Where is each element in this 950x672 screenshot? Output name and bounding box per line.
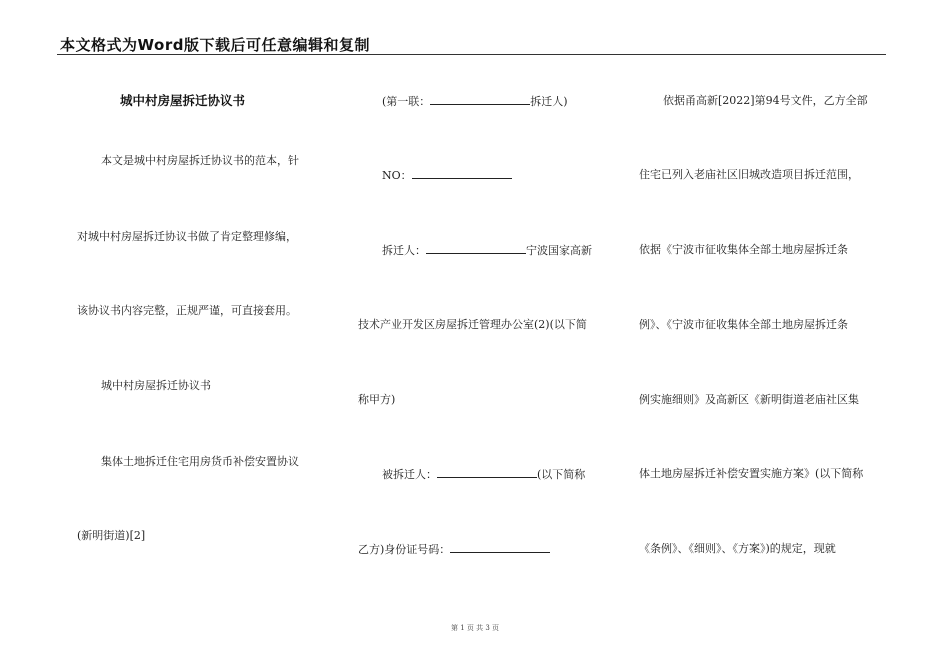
form-line-relocator bbox=[382, 243, 592, 258]
section-heading: 城中村房屋拆迁协议书 bbox=[101, 379, 211, 392]
label: 拆迁人： bbox=[382, 244, 426, 257]
paragraph-line: 技术产业开发区房屋拆迁管理办公室(2)(以下简 bbox=[358, 318, 587, 331]
paragraph-line: (新明街道)[2] bbox=[77, 529, 146, 542]
paragraph-line: 对城中村房屋拆迁协议书做了肯定整理修编， bbox=[77, 230, 297, 243]
paragraph-line: 依据《宁波市征收集体全部土地房屋拆迁条 bbox=[639, 243, 848, 256]
paragraph-line: 依据甬高新[2022]第94号文件，乙方全部 bbox=[663, 94, 868, 107]
paragraph-line: 例》、《宁波市征收集体全部土地房屋拆迁条 bbox=[639, 318, 848, 331]
label: (以下简称 bbox=[537, 468, 586, 481]
header-divider bbox=[57, 54, 886, 55]
blank-field bbox=[430, 94, 530, 105]
blank-field bbox=[437, 467, 537, 478]
blank-field bbox=[450, 542, 550, 553]
document-header-title: 本文格式为Word版下载后可任意编辑和复制 bbox=[60, 36, 370, 54]
label: (第一联： bbox=[382, 95, 431, 108]
paragraph-line: 体土地房屋拆迁补偿安置实施方案》(以下简称 bbox=[639, 467, 864, 480]
label: 宁波国家高新 bbox=[526, 244, 592, 257]
paragraph-line: 例实施细则》及高新区《新明街道老庙社区集 bbox=[639, 393, 859, 406]
label: 拆迁人) bbox=[530, 95, 568, 108]
doc-title: 城中村房屋拆迁协议书 bbox=[120, 93, 246, 108]
paragraph-line: 本文是城中村房屋拆迁协议书的范本，针 bbox=[101, 154, 299, 167]
label: 被拆迁人： bbox=[382, 468, 437, 481]
paragraph-line: 称甲方) bbox=[358, 393, 396, 406]
paragraph-line: 《条例》、《细则》、《方案》)的规定，现就 bbox=[639, 542, 836, 555]
paragraph-line: 该协议书内容完整，正规严谨，可直接套用。 bbox=[77, 304, 297, 317]
form-line-first-copy bbox=[382, 94, 568, 109]
form-line-id-number bbox=[358, 542, 550, 557]
form-line-relocatee bbox=[382, 467, 585, 482]
blank-field bbox=[412, 168, 512, 179]
form-line-number bbox=[382, 168, 512, 183]
label: 乙方)身份证号码： bbox=[358, 543, 451, 556]
blank-field bbox=[426, 243, 526, 254]
label: NO： bbox=[382, 169, 412, 182]
page-number: 第 1 页 共 3 页 bbox=[450, 624, 500, 632]
paragraph-line: 集体土地拆迁住宅用房货币补偿安置协议 bbox=[101, 455, 299, 468]
paragraph-line: 住宅已列入老庙社区旧城改造项目拆迁范围， bbox=[639, 168, 859, 181]
